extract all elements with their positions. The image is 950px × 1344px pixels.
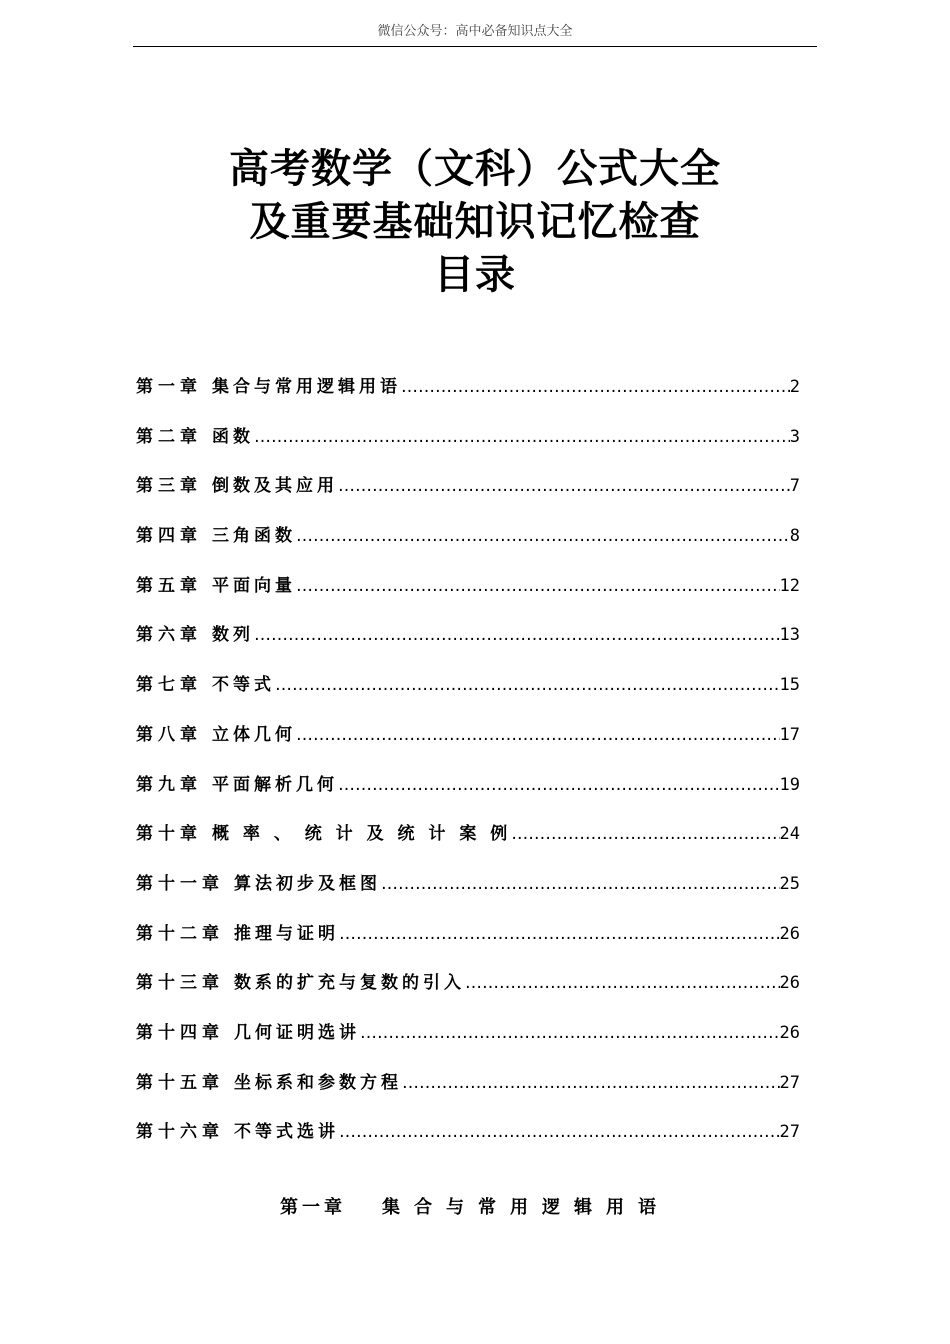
toc-entry[interactable] [136, 372, 800, 422]
toc-leader-dots [339, 924, 780, 944]
toc-leader-dots [465, 973, 780, 993]
toc-entry[interactable] [136, 471, 800, 521]
toc-page-number: 27 [779, 1122, 800, 1143]
toc-entry[interactable] [136, 869, 800, 919]
table-of-contents [136, 372, 800, 1167]
toc-entry[interactable] [136, 1117, 800, 1167]
toc-chapter-title: 函数 [212, 426, 254, 447]
toc-chapter-title: 集合与常用逻辑用语 [212, 377, 401, 397]
toc-chapter-number: 第七章 [136, 675, 202, 696]
toc-entry[interactable] [136, 571, 800, 621]
toc-entry[interactable] [136, 521, 800, 571]
toc-chapter-number: 第十三章 [136, 973, 224, 994]
toc-chapter-number: 第六章 [136, 625, 202, 646]
toc-leader-dots [254, 427, 790, 447]
header-text: 微信公众号：高中必备知识点大全 [377, 24, 573, 39]
section-chapter-title: 集合与常用逻辑用语 [382, 1197, 670, 1218]
toc-chapter-number: 第十一章 [136, 873, 224, 894]
toc-leader-dots [401, 377, 790, 397]
toc-leader-dots [360, 1023, 780, 1043]
toc-chapter-title: 推理与证明 [234, 923, 339, 944]
toc-chapter-title: 几何证明选讲 [234, 1022, 360, 1043]
toc-entry[interactable] [136, 670, 800, 720]
toc-page-number: 7 [789, 476, 800, 497]
toc-chapter-title: 不等式 [212, 675, 275, 696]
document-title-line-1: 高考数学（文科）公式大全 [229, 146, 721, 192]
toc-page-number: 19 [779, 774, 800, 795]
document-title-line-3: 目录 [434, 252, 516, 298]
toc-leader-dots [275, 675, 780, 695]
toc-page-number: 12 [779, 575, 800, 596]
toc-chapter-title: 倒数及其应用 [212, 476, 338, 497]
toc-chapter-number: 第十二章 [136, 923, 224, 944]
toc-chapter-title: 不等式选讲 [234, 1122, 339, 1143]
toc-page-number: 17 [779, 724, 800, 745]
toc-entry[interactable] [136, 720, 800, 770]
toc-chapter-title: 概 率 、 统 计 及 统 计 案 例 [212, 824, 512, 845]
toc-page-number: 27 [779, 1072, 800, 1093]
toc-page-number: 26 [779, 923, 800, 944]
toc-chapter-number: 第二章 [136, 426, 202, 447]
toc-chapter-title: 数列 [212, 625, 254, 646]
toc-chapter-title: 平面解析几何 [212, 774, 338, 795]
toc-page-number: 25 [779, 873, 800, 894]
toc-entry[interactable] [136, 968, 800, 1018]
section-chapter-number: 第一章 [280, 1197, 346, 1218]
toc-entry[interactable] [136, 819, 800, 869]
toc-entry[interactable] [136, 1018, 800, 1068]
toc-chapter-title: 坐标系和参数方程 [234, 1072, 402, 1093]
toc-leader-dots [296, 725, 780, 745]
page-header [133, 22, 817, 47]
toc-entry[interactable] [136, 1068, 800, 1118]
toc-leader-dots [296, 526, 790, 546]
toc-page-number: 13 [779, 625, 800, 646]
toc-chapter-number: 第十六章 [136, 1122, 224, 1143]
toc-chapter-title: 数系的扩充与复数的引入 [234, 973, 465, 994]
toc-entry[interactable] [136, 620, 800, 670]
toc-page-number: 26 [779, 1022, 800, 1043]
toc-page-number: 26 [779, 973, 800, 994]
toc-chapter-number: 第十五章 [136, 1072, 224, 1093]
toc-leader-dots [338, 476, 790, 496]
toc-entry[interactable] [136, 919, 800, 969]
toc-chapter-number: 第一章 [136, 377, 202, 397]
document-title-line-2: 及重要基础知识记忆检查 [249, 199, 701, 245]
toc-leader-dots [381, 874, 780, 894]
toc-page-number: 8 [789, 526, 800, 547]
toc-page-number: 3 [789, 426, 800, 447]
toc-leader-dots [339, 1122, 780, 1142]
toc-entry[interactable] [136, 770, 800, 820]
toc-leader-dots [402, 1073, 780, 1093]
toc-chapter-number: 第十四章 [136, 1022, 224, 1043]
toc-leader-dots [511, 824, 779, 844]
toc-leader-dots [296, 576, 780, 596]
toc-entry[interactable] [136, 422, 800, 472]
toc-chapter-title: 立体几何 [212, 724, 296, 745]
toc-page-number: 15 [779, 675, 800, 696]
toc-chapter-number: 第十章 [136, 824, 202, 845]
section-heading [0, 1193, 950, 1219]
toc-chapter-title: 三角函数 [212, 526, 296, 547]
toc-chapter-number: 第四章 [136, 526, 202, 547]
toc-chapter-number: 第五章 [136, 575, 202, 596]
toc-page-number: 2 [789, 377, 800, 397]
toc-chapter-number: 第三章 [136, 476, 202, 497]
toc-page-number: 24 [779, 824, 800, 845]
toc-chapter-title: 平面向量 [212, 575, 296, 596]
toc-chapter-number: 第九章 [136, 774, 202, 795]
toc-leader-dots [338, 775, 780, 795]
toc-chapter-number: 第八章 [136, 724, 202, 745]
toc-chapter-title: 算法初步及框图 [234, 873, 381, 894]
toc-leader-dots [254, 625, 780, 645]
